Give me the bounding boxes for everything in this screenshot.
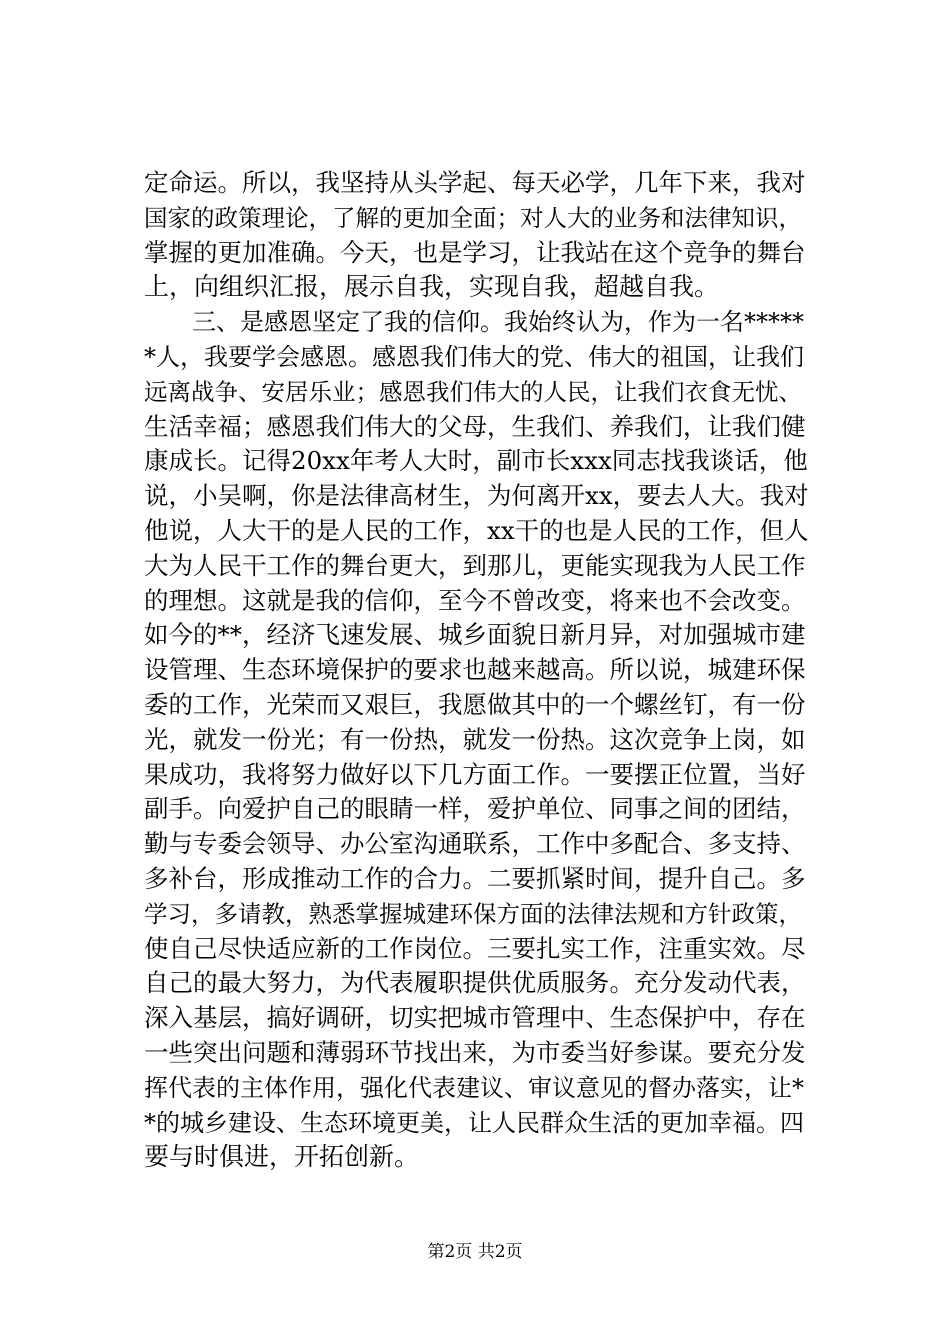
text-line: 国家的政策理论，了解的更加全面；对人大的业务和法律知识， — [144, 203, 802, 232]
body-text — [144, 166, 814, 1175]
text-line: 一些突出问题和薄弱环节找出来，为市委当好参谋。要充分发 — [144, 1037, 806, 1067]
text-line: 大为人民干工作的舞台更大，到那儿，更能实现我为人民工作 — [144, 550, 806, 580]
text-line: 设管理、生态环境保护的要求也越来越高。所以说，城建环保 — [144, 655, 806, 685]
text-line: 光，就发一份光；有一份热，就发一份热。这次竞争上岗，如 — [144, 724, 806, 754]
text-line: 如今的**，经济飞速发展、城乡面貌日新月异，对加强城市建 — [144, 620, 806, 650]
text-line: 远离战争、安居乐业；感恩我们伟大的人民，让我们衣食无忧、 — [144, 377, 802, 406]
text-line: 多补台，形成推动工作的合力。二要抓紧时间，提升自己。多 — [144, 863, 806, 893]
text-line: 要与时俱进，开拓创新。 — [144, 1142, 420, 1172]
text-line: 定命运。所以，我坚持从头学起、每天必学，几年下来，我对 — [144, 168, 806, 197]
text-line: 康成长。记得20xx年考人大时，副市长xxx同志找我谈话，他 — [144, 446, 808, 476]
text-line: 掌握的更加准确。今天，也是学习，让我站在这个竞争的舞台 — [144, 237, 806, 267]
text-line: 使自己尽快适应新的工作岗位。三要扎实工作，注重实效。尽 — [144, 933, 806, 963]
text-line: *的城乡建设、生态环境更美，让人民群众生活的更加幸福。四 — [144, 1108, 804, 1137]
text-line: 副手。向爱护自己的眼睛一样，爱护单位、同事之间的团结， — [144, 794, 806, 824]
text-line: 挥代表的主体作用，强化代表建议、审议意见的督办落实，让* — [144, 1073, 804, 1102]
text-line: 学习，多请教，熟悉掌握城建环保方面的法律法规和方针政策， — [144, 899, 802, 928]
text-line: 深入基层，搞好调研，切实把城市管理中、生态保护中，存在 — [144, 1003, 806, 1033]
text-line: 委的工作，光荣而又艰巨，我愿做其中的一个螺丝钉，有一份 — [144, 689, 806, 719]
text-line: 上，向组织汇报，展示自我，实现自我，超越自我。 — [144, 272, 720, 302]
text-line: 生活幸福；感恩我们伟大的父母，生我们、养我们，让我们健 — [144, 411, 806, 441]
text-line: 说，小吴啊，你是法律高材生，为何离开xx，要去人大。我对 — [144, 481, 809, 511]
text-line: 三、是感恩坚定了我的信仰。我始终认为，作为一名***** — [144, 308, 804, 337]
page-footer: 第2页 共2页 — [427, 1242, 523, 1262]
text-line: 果成功，我将努力做好以下几方面工作。一要摆正位置，当好 — [144, 759, 806, 789]
text-line: *人，我要学会感恩。感恩我们伟大的党、伟大的祖国，让我们 — [144, 342, 804, 371]
text-line: 他说，人大干的是人民的工作，xx干的也是人民的工作，但人 — [144, 515, 809, 545]
text-line: 勤与专委会领导、办公室沟通联系，工作中多配合、多支持、 — [144, 829, 806, 859]
text-line: 的理想。这就是我的信仰，至今不曾改变，将来也不会改变。 — [144, 585, 806, 615]
text-line: 自己的最大努力，为代表履职提供优质服务。充分发动代表， — [144, 968, 806, 998]
